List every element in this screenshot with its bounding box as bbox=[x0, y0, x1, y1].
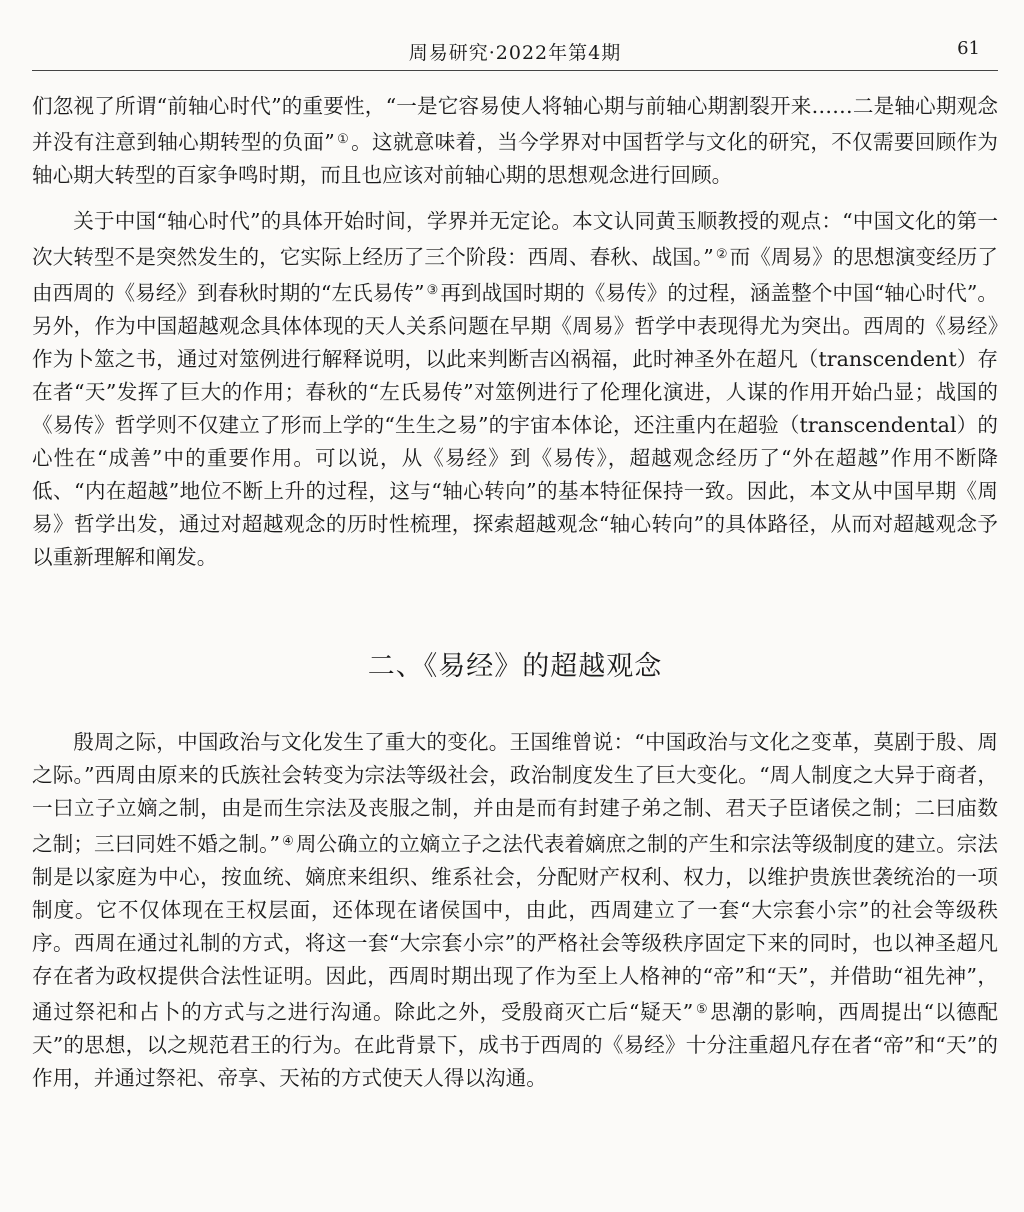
running-header bbox=[32, 30, 998, 71]
page-number: 61 bbox=[957, 38, 980, 59]
paragraph-text: 周公确立的立嫡立子之法代表着嫡庶之制的产生和宗法等级制度的建立。宗法制是以家庭为中心，按血统、嫡庶来组织、维系社会，分配财产权利、权力，以维护贵族世袭统治的一项制度。它不仅体现在王权层面，还体现在诸侯国中，由此，西周建立了一套“大宗套小宗”的社会等级秩序。西周在通过礼制的方式，将这一套“大宗套小宗”的严格社会等级秩序固定下来的同时，也以神圣超凡存在者为政权提供合法性证明。因此，西周时期出现了作为至上人格神的“帝”和“天”，并借助“祖先神”，通过祭祀和占卜的方式与之进行沟通。除此之外，受殷商灭亡后“疑天” bbox=[32, 832, 999, 1024]
footnote-marker[interactable]: ① bbox=[336, 132, 350, 147]
footnote-marker[interactable]: ② bbox=[715, 247, 728, 262]
paragraph-text: 关于中国“轴心时代”的具体开始时间，学界并无定论。本文认同黄玉顺教授的观点：“中国文化的第一次大转型不是突然发生的，它实际上经历了三个阶段：西周、春秋、战国。” bbox=[32, 209, 998, 269]
paragraph-text: 。这就意味着，当今学界对中国哲学与文化的研究，不仅需要回顾作为轴心期大转型的百家争鸣时期，而且也应该对前轴心期的思想观念进行回顾。 bbox=[32, 130, 999, 187]
footnote-marker[interactable]: ④ bbox=[282, 834, 294, 849]
paragraph-continuation bbox=[32, 90, 998, 192]
paragraph-yin-zhou bbox=[32, 726, 998, 1095]
paragraph-text: 们忽视了所谓“前轴心时代”的重要性，“一是它容易使人将轴心期与前轴心期割裂开来……二是轴心期观念并没有注意到轴心期转型的负面” bbox=[32, 94, 998, 154]
paragraph-axial-age bbox=[32, 205, 998, 574]
footnote-marker[interactable]: ⑤ bbox=[695, 1002, 709, 1017]
paragraph-text: 思潮的影响，西周提出“以德配天”的思想，以之规范君王的行为。在此背景下，成书于西周的《易经》十分注重超凡存在者“帝”和“天”的作用，并通过祭祀、帝享、天祐的方式使天人得以沟通。 bbox=[32, 1000, 999, 1090]
paragraph-text: 而《周易》的思想演变经历了由西周的《易经》到春秋时期的“左氏易传” bbox=[32, 245, 999, 305]
paragraph-text: 再到战国时期的《易传》的过程，涵盖整个中国“轴心时代”。另外，作为中国超越观念具体体现的天人关系问题在早期《周易》哲学中表现得尤为突出。西周的《易经》作为卜筮之书，通过对筮例进行解释说明，以此来判断吉凶祸福，此时神圣外在超凡（transcendent）存在者“天”发挥了巨大的作用；春秋的“左氏易传”对筮例进行了伦理化演进，人谋的作用开始凸显；战国的《易传》哲学则不仅建立了形而上学的“生生之易”的宇宙本体论，还注重内在超验（transcendental）的心性在“成善”中的重要作用。可以说，从《易经》到《易传》，超越观念经历了“外在超越”作用不断降低、“内在超越”地位不断上升的过程，这与“轴心转向”的基本特征保持一致。因此，本文从中国早期《周易》哲学出发，通过对超越观念的历时性梳理，探索超越观念“轴心转向”的具体路径，从而对超越观念予以重新理解和阐发。 bbox=[32, 281, 998, 569]
section-heading: 二、《易经》的超越观念 bbox=[367, 651, 663, 682]
paragraph-text: 殷周之际，中国政治与文化发生了重大的变化。王国维曾说：“中国政治与文化之变革，莫剧于殷、周之际。”西周由原来的氏族社会转变为宗法等级社会，政治制度发生了巨大变化。“周人制度之大异于商者，一曰立子立嫡之制，由是而生宗法及丧服之制，并由是而有封建子弟之制、君天子臣诸侯之制；二曰庙数之制；三曰同姓不婚之制。” bbox=[32, 730, 998, 856]
journal-title: 周易研究·2022年第4期 bbox=[408, 42, 622, 64]
footnote-marker[interactable]: ③ bbox=[426, 283, 439, 298]
